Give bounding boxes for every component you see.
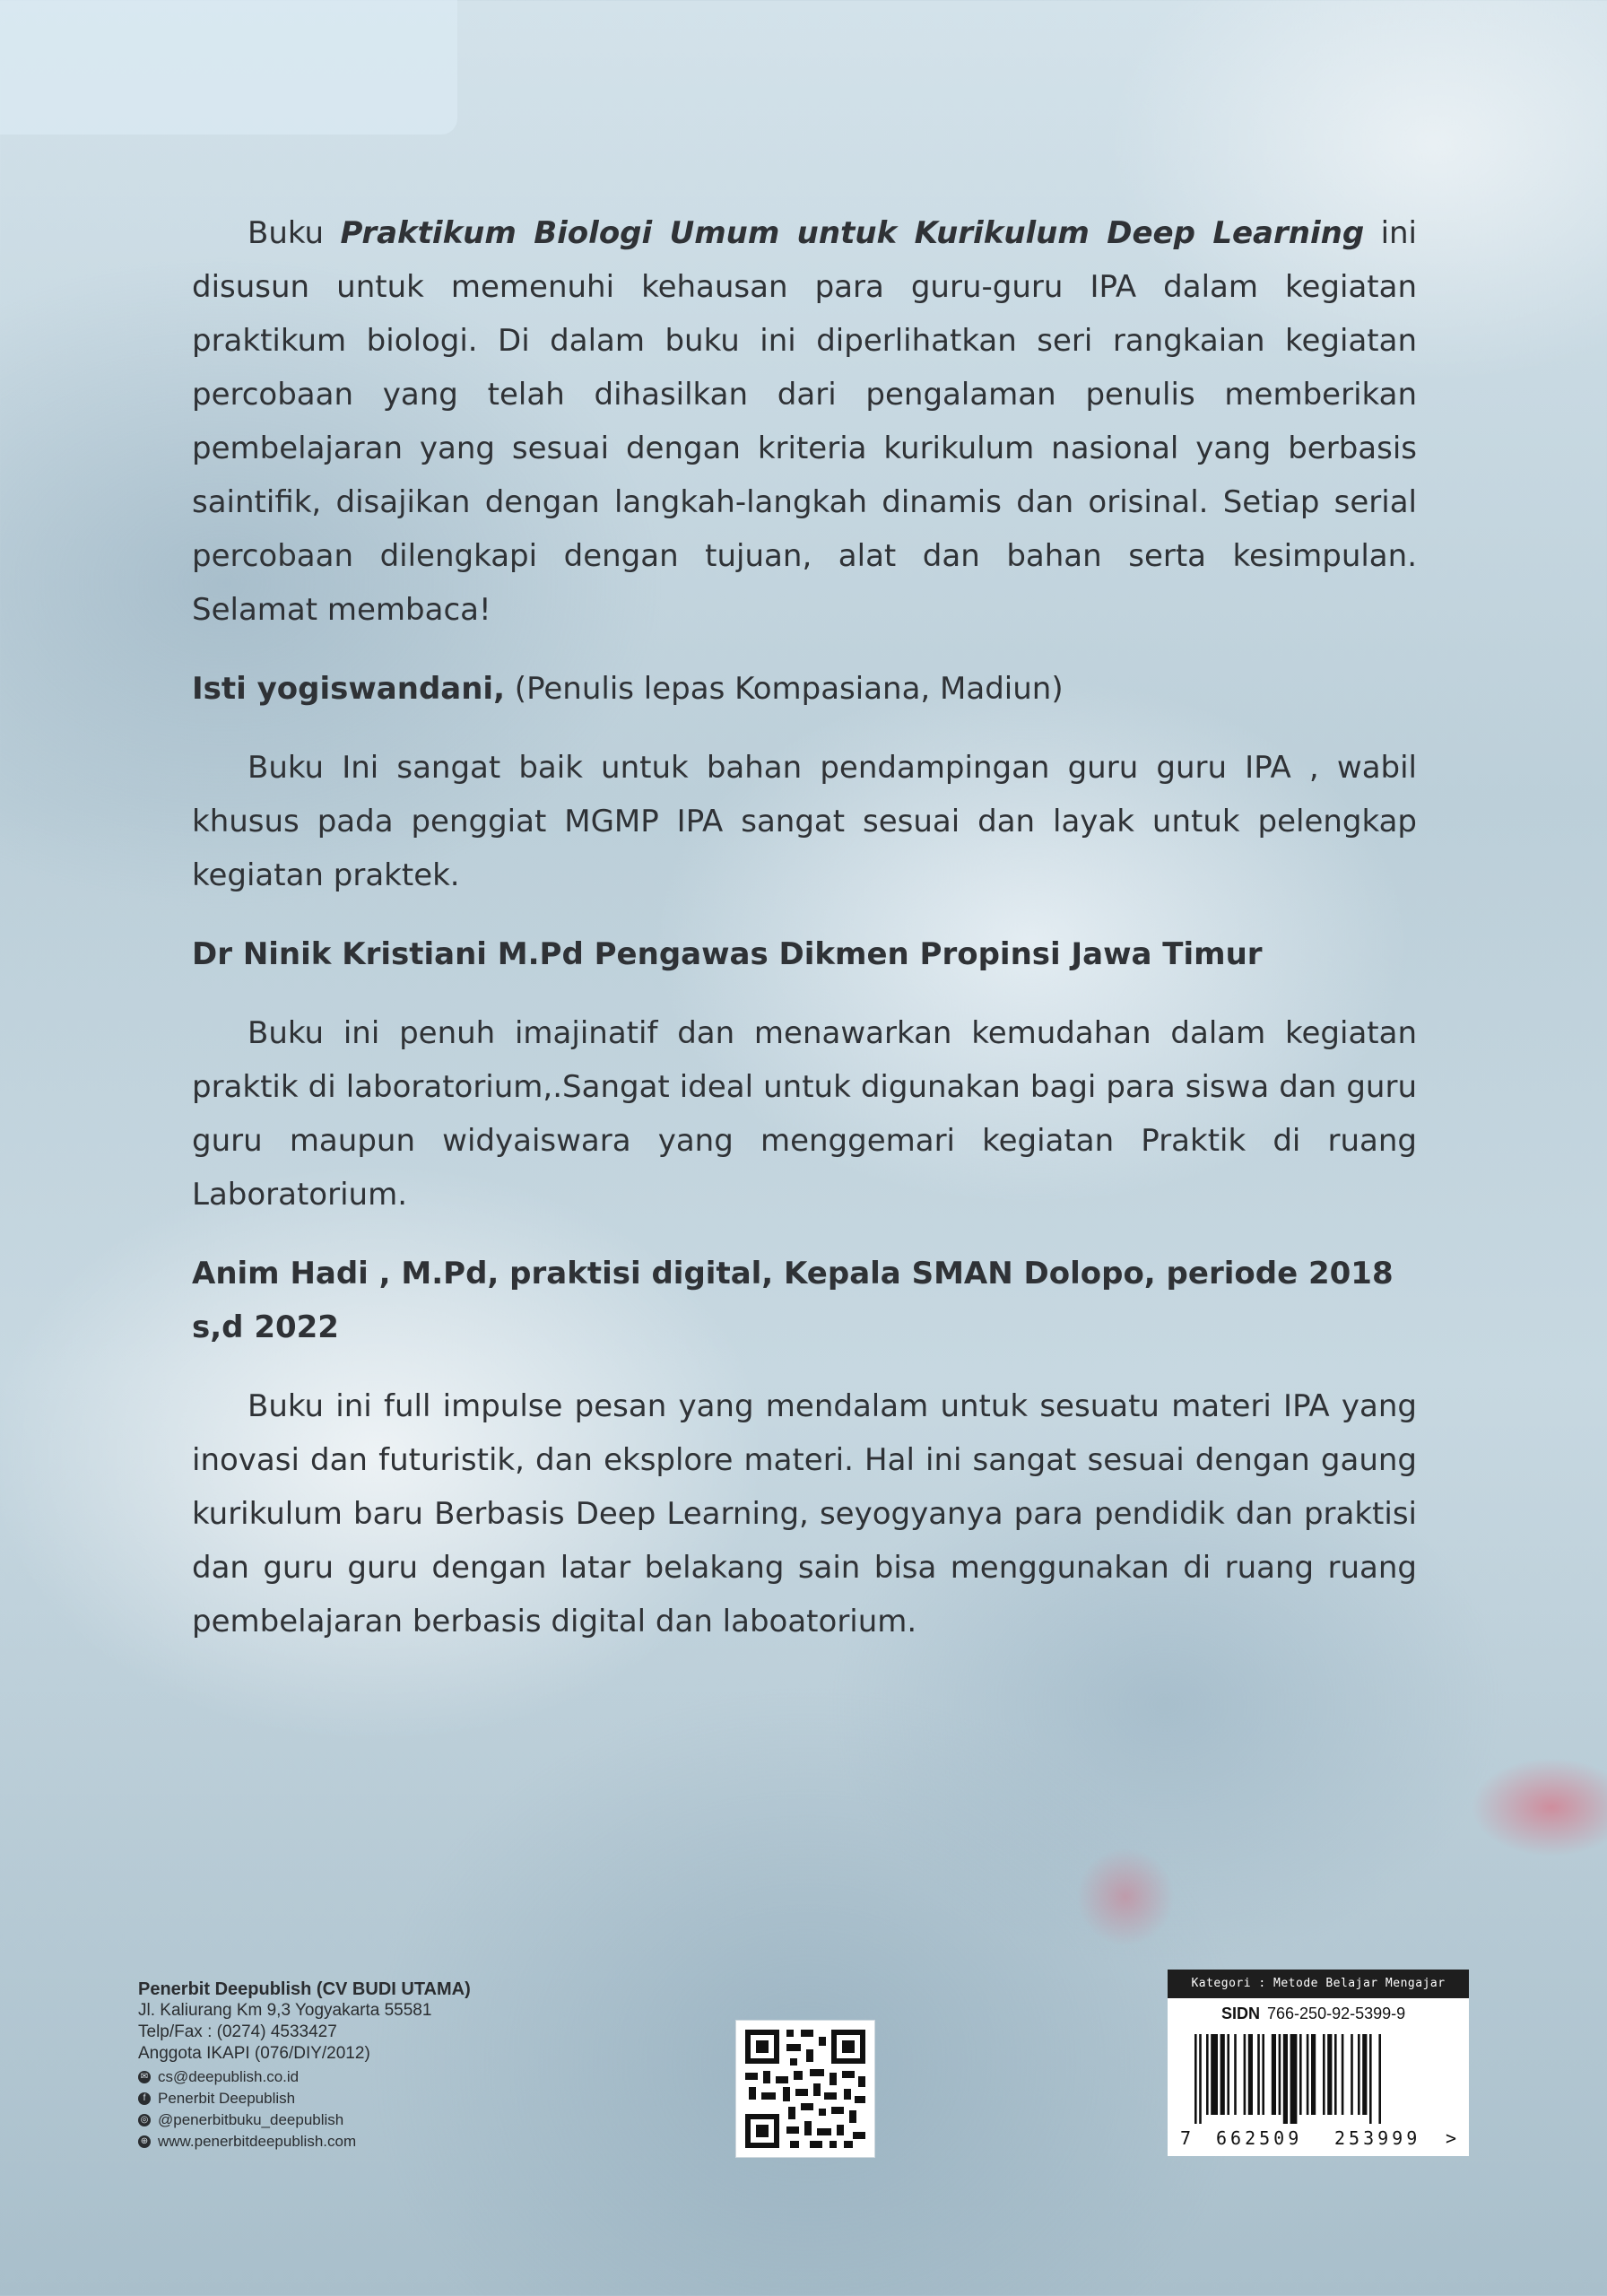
barcode-bar: [1299, 2034, 1302, 2115]
barcode-bar: [1257, 2034, 1260, 2115]
barcode-bar: [1369, 2034, 1372, 2124]
barcode-bar: [1290, 2034, 1298, 2124]
facebook-icon: f: [138, 2092, 151, 2105]
sidn-line: SIDN 766-250-92-5399-9: [1221, 2005, 1406, 2022]
corner-decoration: [0, 0, 457, 135]
background-flare: [1471, 1758, 1607, 1857]
blurb-paragraph-1: Buku Praktikum Biologi Umum untuk Kurikulum Deep Learning ini disusun untuk memenuhi kehausan para guru-guru IPA dalam kegiatan praktikum biologi. Di dalam buku ini diperlihatkan seri rangkaian kegiatan percobaan yang telah dihasilkan dari pengalaman penulis memberikan pembelajaran yang sesuai dengan kriteria kurikulum nasional yang berbasis saintifik, disajikan dengan langkah-langkah dinamis dan orisinal. Setiap serial percobaan dilengkapi dengan tujuan, alat dan bahan serta kesimpulan. Selamat membaca!: [192, 215, 1418, 628]
qr-code: [735, 2020, 875, 2158]
barcode-bar: [1351, 2034, 1353, 2115]
barcode-bar: [1262, 2034, 1264, 2115]
barcode-bars: [1168, 2034, 1469, 2124]
background-flare: [1076, 1848, 1175, 1946]
blurb-paragraph-4: Buku ini full impulse pesan yang mendalam untuk sesuatu materi IPA yang inovasi dan futuristik, dan eksplore materi. Hal ini sangat sesuai dengan gaung kurikulum baru Berbasis Deep Learning, seyogyanya para pendidik dan praktisi dan guru guru dengan latar belakang sain bisa menggunakan di ruang ruang pembelajaran berbasis digital dan laboatorium.: [192, 1388, 1417, 1639]
barcode-bar: [1272, 2034, 1276, 2115]
barcode-bar: [1342, 2034, 1344, 2115]
instagram-icon: ◎: [138, 2114, 151, 2126]
publisher-phone: Telp/Fax : (0274) 4533427: [138, 2022, 337, 2041]
barcode-bar: [1211, 2034, 1218, 2115]
publisher-info: [138, 1979, 640, 2152]
barcode-bar: [1362, 2034, 1367, 2115]
barcode-bar: [1227, 2034, 1229, 2115]
barcode-panel: [1168, 1970, 1469, 2156]
barcode-bar: [1244, 2034, 1247, 2115]
barcode-bar: [1194, 2034, 1197, 2124]
barcode-bar: [1248, 2034, 1253, 2115]
barcode-bar: [1334, 2034, 1337, 2115]
barcode-bar: [1311, 2034, 1316, 2115]
barcode-bar: [1283, 2034, 1288, 2124]
barcode-bar: [1378, 2034, 1381, 2124]
publisher-name: Penerbit Deepublish (CV BUDI UTAMA): [138, 1979, 471, 1999]
book-title: Praktikum Biologi Umum untuk Kurikulum Deep Learning: [340, 215, 1365, 251]
barcode-bar: [1323, 2034, 1325, 2115]
blurb-paragraph-2: Buku Ini sangat baik untuk bahan pendampingan guru guru IPA , wabil khusus pada penggiat MGMP IPA sangat sesuai dan layak untuk pelengkap kegiatan praktek.: [192, 750, 1417, 893]
publisher-membership: Anggota IKAPI (076/DIY/2012): [138, 2044, 370, 2063]
contact-facebook: f Penerbit Deepublish: [138, 2088, 640, 2109]
blurb-author-1: Isti yogiswandani, (Penulis lepas Kompasiana, Madiun): [192, 671, 1064, 707]
qr-code-graphic: [736, 2021, 874, 2157]
barcode-bar: [1327, 2034, 1332, 2115]
barcode-bar: [1279, 2034, 1281, 2115]
publisher-contacts: [138, 2066, 640, 2152]
barcode-bar: [1220, 2034, 1225, 2115]
back-cover-text: [192, 206, 1417, 1648]
barcode-bar: [1234, 2034, 1237, 2115]
barcode-bar: [1307, 2034, 1309, 2115]
email-icon: ✉: [138, 2071, 151, 2083]
contact-email: ✉ cs@deepublish.co.id: [138, 2066, 640, 2088]
globe-icon: ⊕: [138, 2135, 151, 2148]
barcode-digits: 7 662509 253999 >: [1180, 2127, 1457, 2149]
barcode-bar: [1199, 2034, 1202, 2124]
barcode-category: Kategori : Metode Belajar Mengajar: [1168, 1970, 1469, 1998]
blurb-author-2: Dr Ninik Kristiani M.Pd Pengawas Dikmen Propinsi Jawa Timur: [192, 936, 1263, 972]
blurb-author-3: Anim Hadi , M.Pd, praktisi digital, Kepala SMAN Dolopo, periode 2018 s,d 2022: [192, 1256, 1394, 1345]
publisher-address: Jl. Kaliurang Km 9,3 Yogyakarta 55581: [138, 2001, 432, 2020]
contact-website: ⊕ www.penerbitdeepublish.com: [138, 2131, 640, 2152]
barcode-bar: [1206, 2034, 1209, 2115]
contact-instagram: ◎ @penerbitbuku_deepublish: [138, 2109, 640, 2131]
barcode-bar: [1358, 2034, 1360, 2115]
blurb-paragraph-3: Buku ini penuh imajinatif dan menawarkan kemudahan dalam kegiatan praktik di laboratorium,.Sangat ideal untuk digunakan bagi para siswa dan guru guru maupun widyaiswara yang menggemari kegiatan Praktik di ruang Laboratorium.: [192, 1015, 1417, 1213]
